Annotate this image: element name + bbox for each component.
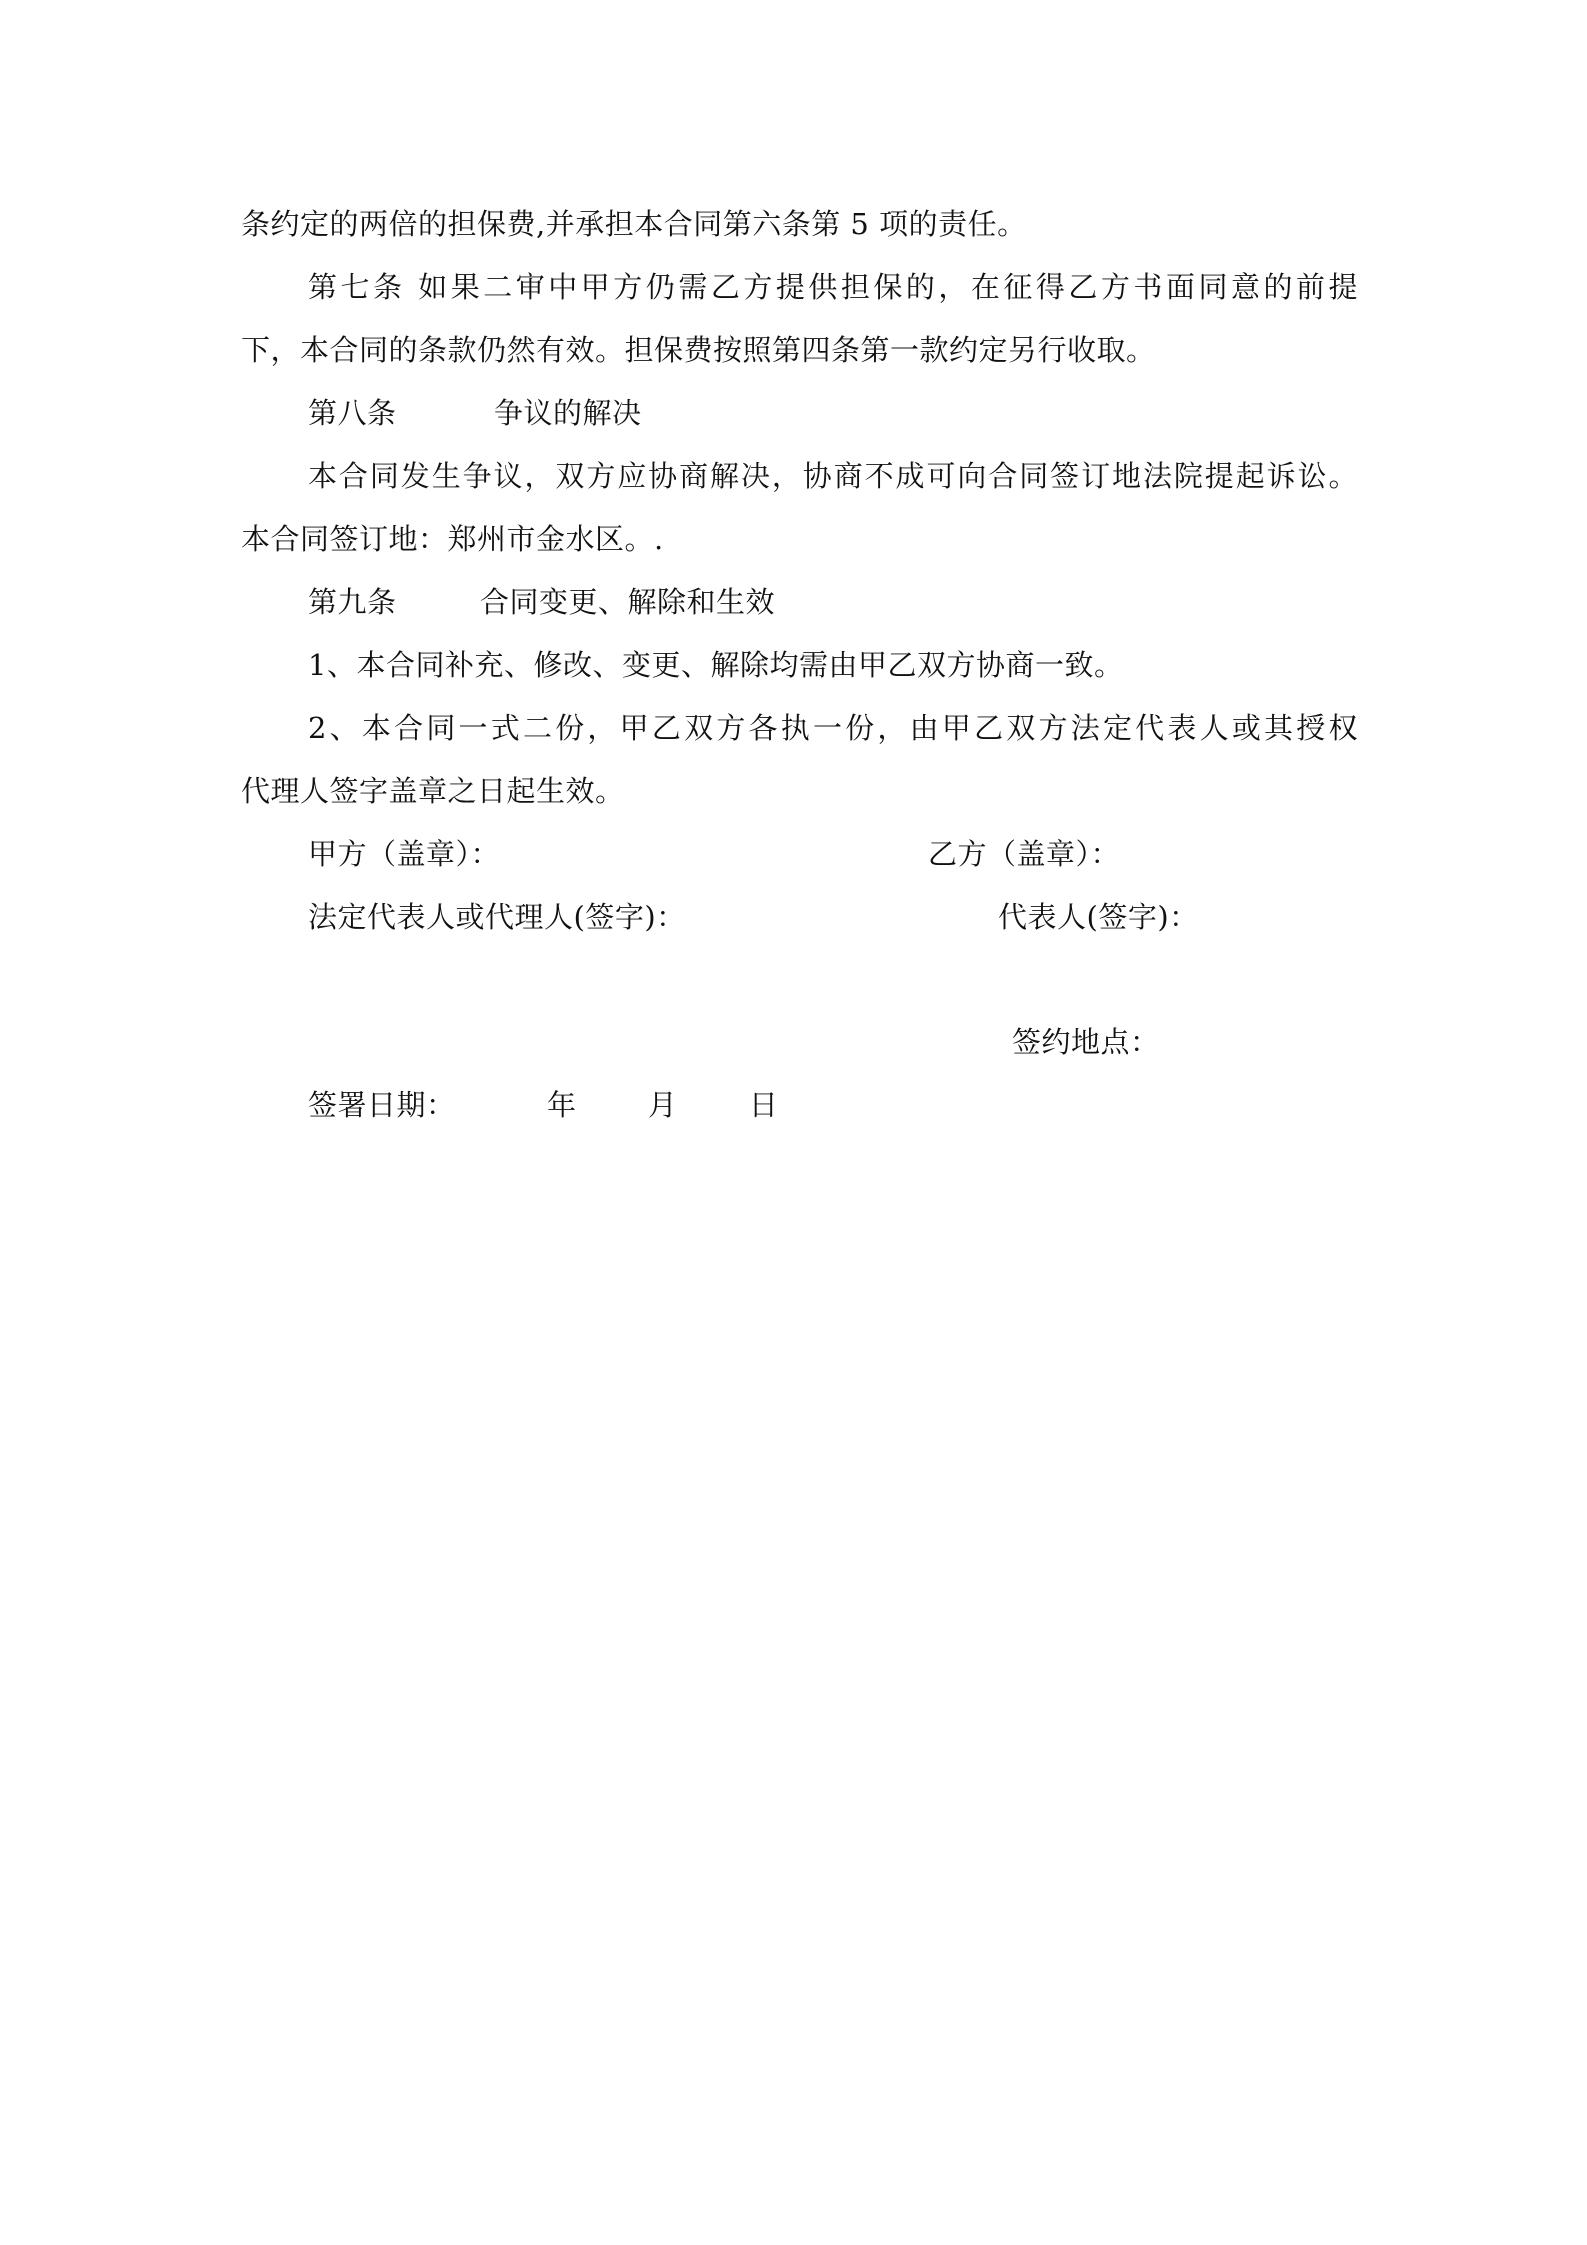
signing-date — [308, 1085, 778, 1125]
article-title: 争议的解决 — [493, 396, 642, 430]
text: 代表人(签字)： — [998, 900, 1199, 934]
text: 签约地点： — [1012, 1025, 1160, 1059]
party-a-representative-label — [308, 897, 686, 937]
article-8-line-1 — [308, 456, 1358, 496]
signing-location-label — [1012, 1022, 1160, 1062]
text: 代理人签字盖章之日起生效。 — [241, 774, 625, 808]
text: 下，本合同的条款仍然有效。担保费按照第四条第一款约定另行收取。 — [241, 333, 1156, 367]
text: 乙方（盖章）： — [928, 837, 1121, 871]
party-b-seal-label — [928, 834, 1120, 874]
day-label: 日 — [748, 1088, 779, 1122]
paragraph-line — [241, 204, 1027, 244]
article-title: 合同变更、解除和生效 — [479, 585, 775, 619]
text: 甲方（盖章）： — [308, 837, 501, 871]
article-number: 第八条 — [308, 396, 397, 430]
date-label: 签署日期： — [308, 1088, 456, 1122]
year-label: 年 — [546, 1088, 577, 1122]
article-9-item-2-line-1 — [308, 708, 1358, 748]
article-9-item-2-line-2 — [241, 771, 625, 811]
text: 本合同发生争议，双方应协商解决，协商不成可向合同签订地法院提起诉讼。 — [308, 459, 1358, 493]
article-number: 第九条 — [308, 585, 397, 619]
article-7-line-2 — [241, 330, 1156, 370]
text: 2、本合同一式二份，甲乙双方各执一份，由甲乙双方法定代表人或其授权 — [308, 711, 1358, 745]
party-b-representative-label — [998, 897, 1199, 937]
text: 1、本合同补充、修改、变更、解除均需由甲乙双方协商一致。 — [308, 648, 1124, 682]
article-7-line-1 — [308, 267, 1358, 307]
party-a-seal-label — [308, 834, 500, 874]
article-8-line-2 — [241, 519, 664, 559]
text: 条约定的两倍的担保费,并承担本合同第六条第 5 项的责任。 — [241, 207, 1027, 241]
text: 第七条 如果二审中甲方仍需乙方提供担保的，在征得乙方书面同意的前提 — [308, 270, 1358, 304]
article-8-heading — [308, 393, 641, 433]
text: 法定代表人或代理人(签字)： — [308, 900, 686, 934]
article-9-heading — [308, 582, 775, 622]
article-9-item-1 — [308, 645, 1123, 685]
month-label: 月 — [647, 1088, 678, 1122]
text: 本合同签订地：郑州市金水区。. — [241, 522, 664, 556]
